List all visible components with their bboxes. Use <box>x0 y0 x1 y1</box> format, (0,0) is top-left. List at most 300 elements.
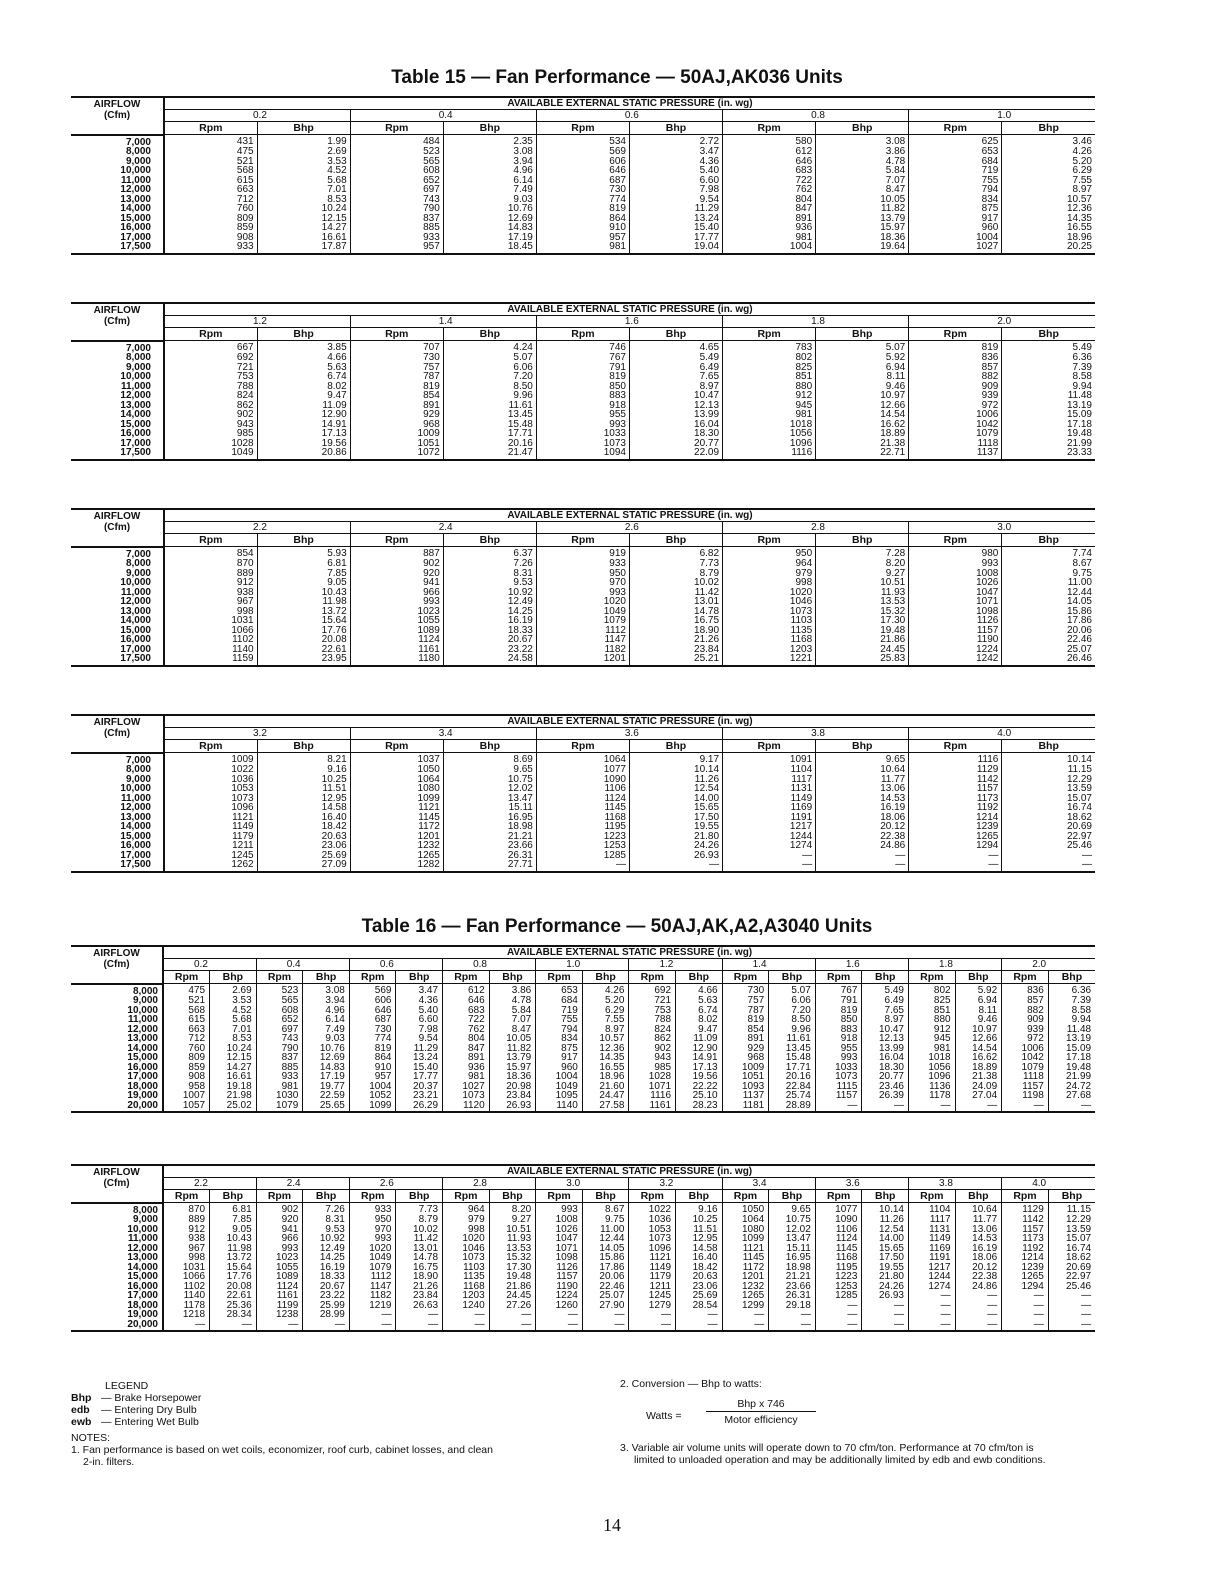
rpm-cell: 1053 <box>629 1225 676 1235</box>
rpm-cell: 1057 <box>163 1101 210 1113</box>
bhp-cell: — <box>303 1320 350 1332</box>
bhp-cell: 26.31 <box>769 1291 816 1301</box>
bhp-cell: 13.01 <box>629 597 722 607</box>
bhp-cell: 15.97 <box>489 1063 536 1073</box>
legend-desc: — Brake Horsepower <box>101 1392 202 1404</box>
table-row <box>71 645 1095 655</box>
table-row <box>71 195 1095 205</box>
bhp-cell: 11.48 <box>1066 1024 1092 1034</box>
pressure-value: 4.0 <box>909 728 1095 740</box>
bhp-cell: 3.08 <box>303 984 350 997</box>
rpm-cell: — <box>1002 1310 1049 1320</box>
bhp-cell: 7.85 <box>210 1215 257 1225</box>
rpm-cell: 1036 <box>629 1215 676 1225</box>
table-row <box>71 1244 1095 1254</box>
rpm-cell: 1147 <box>349 1282 396 1292</box>
rpm-cell: 1033 <box>815 1063 862 1073</box>
rpm-cell: 1192 <box>1002 1244 1049 1254</box>
bhp-cell: — <box>1081 1310 1092 1320</box>
bhp-cell: 13.19 <box>1066 1034 1092 1044</box>
bhp-cell: 8.21 <box>257 753 350 766</box>
bhp-cell: 10.64 <box>816 765 909 775</box>
bhp-cell: 7.85 <box>257 569 350 579</box>
bhp-cell: 16.95 <box>769 1253 816 1263</box>
rpm-cell: 1071 <box>536 1244 583 1254</box>
rpm-cell: 950 <box>349 1215 396 1225</box>
rpm-cell: 908 <box>164 233 257 243</box>
rpm-cell: 936 <box>723 223 816 233</box>
bhp-cell: 16.55 <box>1066 223 1092 233</box>
table-row <box>71 185 1095 195</box>
bhp-col-header: Bhp <box>816 328 909 341</box>
bhp-cell: 14.00 <box>862 1234 909 1244</box>
airflow-cell: 14,000 <box>71 410 164 420</box>
rpm-cell: 767 <box>815 984 862 997</box>
bhp-cell: 25.46 <box>1066 841 1092 851</box>
airflow-cell: 12,000 <box>71 803 164 813</box>
pressure-value: 0.6 <box>349 959 442 971</box>
bhp-cell: 15.86 <box>1066 606 1092 616</box>
bhp-cell: 25.69 <box>257 851 350 861</box>
pressure-value: 3.8 <box>723 728 909 740</box>
bhp-cell: — <box>629 860 722 872</box>
rpm-cell: 1077 <box>815 1203 862 1216</box>
bhp-cell: 7.26 <box>303 1203 350 1216</box>
rpm-cell: 909 <box>1002 1015 1049 1025</box>
bhp-cell: 16.75 <box>629 616 722 626</box>
bhp-cell: 18.89 <box>955 1063 1002 1073</box>
rpm-cell: 1004 <box>349 1082 396 1092</box>
bhp-cell: 8.53 <box>210 1034 257 1044</box>
bhp-cell: 22.46 <box>1066 635 1092 645</box>
bhp-cell: 23.84 <box>489 1091 536 1101</box>
bhp-cell: 4.66 <box>257 353 350 363</box>
rpm-cell: 1124 <box>350 635 443 645</box>
bhp-cell: 13.45 <box>769 1044 816 1054</box>
legend-desc: — Entering Dry Bulb <box>101 1404 197 1416</box>
rpm-cell: 1106 <box>815 1225 862 1235</box>
rpm-cell: 939 <box>1002 1025 1049 1035</box>
bhp-cell: 12.36 <box>1066 204 1092 214</box>
bhp-cell: 10.05 <box>816 195 909 205</box>
rpm-cell: 1009 <box>350 429 443 439</box>
bhp-cell: 5.84 <box>816 166 909 176</box>
rpm-cell: 960 <box>909 223 1002 233</box>
bhp-cell: 7.49 <box>443 185 536 195</box>
rpm-cell: 1129 <box>909 765 1002 775</box>
bhp-cell: 8.58 <box>1072 372 1092 382</box>
rpm-col-header: Rpm <box>909 122 1002 135</box>
pressure-value: 4.0 <box>1002 1178 1095 1190</box>
rpm-cell: 1051 <box>722 1072 769 1082</box>
rpm-cell: 1064 <box>350 775 443 785</box>
bhp-cell: 19.04 <box>629 242 722 254</box>
rpm-cell: 1224 <box>536 1291 583 1301</box>
rpm-cell: 1094 <box>536 448 629 460</box>
rpm-cell: 1173 <box>1002 1234 1049 1244</box>
bhp-cell: 12.49 <box>443 597 536 607</box>
airflow-unit: (Cfm) <box>103 109 131 121</box>
rpm-cell: 1026 <box>536 1225 583 1235</box>
rpm-cell: 568 <box>163 1006 210 1016</box>
rpm-cell: 1299 <box>722 1301 769 1311</box>
rpm-cell: 1022 <box>629 1203 676 1216</box>
rpm-cell: 1211 <box>164 841 257 851</box>
bhp-cell: 20.06 <box>1066 625 1092 635</box>
bhp-cell: — <box>1081 1300 1092 1310</box>
bhp-cell: 5.40 <box>396 1006 443 1016</box>
watts-numerator: Bhp x 746 <box>706 1398 816 1412</box>
bhp-cell: 13.59 <box>1066 784 1092 794</box>
bhp-cell: 22.71 <box>816 448 909 460</box>
bhp-cell: 20.08 <box>210 1282 257 1292</box>
table-row <box>71 1320 1095 1332</box>
airflow-label: AIRFLOW <box>93 98 141 110</box>
bhp-cell: 8.31 <box>303 1215 350 1225</box>
rpm-cell: 1265 <box>909 832 1002 842</box>
table-row <box>71 363 1095 373</box>
rpm-cell: 1020 <box>536 597 629 607</box>
bhp-cell: 13.06 <box>955 1225 1002 1235</box>
bhp-cell: 20.77 <box>629 439 722 449</box>
bhp-col-header: Bhp <box>489 1190 536 1203</box>
rpm-cell: 998 <box>163 1253 210 1263</box>
bhp-cell: 10.92 <box>303 1234 350 1244</box>
airflow-col-blank <box>71 534 164 547</box>
bhp-cell: 15.48 <box>443 420 536 430</box>
bhp-cell: 9.96 <box>769 1025 816 1035</box>
watts-fraction <box>706 1398 816 1426</box>
airflow-cell: 13,000 <box>71 401 164 411</box>
airflow-unit: (Cfm) <box>103 958 130 970</box>
rpm-cell: 857 <box>909 363 1002 373</box>
bhp-cell: 3.47 <box>396 984 443 997</box>
bhp-col-header: Bhp <box>769 971 816 984</box>
rpm-cell: 891 <box>350 401 443 411</box>
airflow-cell: 9,000 <box>71 157 164 167</box>
bhp-cell: 7.74 <box>1072 548 1092 559</box>
table-row <box>71 784 1095 794</box>
bhp-cell: 23.06 <box>257 841 350 851</box>
rpm-cell: — <box>349 1320 396 1332</box>
table-row <box>71 1203 1095 1216</box>
rpm-cell: 1006 <box>1002 1044 1049 1054</box>
bhp-cell: 11.26 <box>862 1215 909 1225</box>
bhp-cell: 10.57 <box>1066 194 1092 204</box>
rpm-cell: 684 <box>536 996 583 1006</box>
bhp-cell: 12.49 <box>303 1244 350 1254</box>
rpm-col-header: Rpm <box>349 971 396 984</box>
rpm-cell: — <box>815 1320 862 1332</box>
bhp-cell: 9.54 <box>629 195 722 205</box>
rpm-cell: 957 <box>349 1072 396 1082</box>
bhp-cell: 8.53 <box>257 195 350 205</box>
rpm-cell: 1191 <box>909 1253 956 1263</box>
rpm-cell: 1145 <box>722 1253 769 1263</box>
bhp-cell: 24.26 <box>862 1282 909 1292</box>
rpm-cell: 722 <box>443 1015 490 1025</box>
table-row <box>71 1053 1095 1063</box>
bhp-cell: — <box>1048 1101 1095 1113</box>
rpm-cell: 1116 <box>629 1091 676 1101</box>
bhp-cell: 3.85 <box>257 341 350 354</box>
rpm-cell: 1049 <box>536 1082 583 1092</box>
bhp-cell: 19.48 <box>816 626 909 636</box>
bhp-col-header: Bhp <box>582 1190 629 1203</box>
bhp-cell: 12.36 <box>582 1044 629 1054</box>
airflow-cell: 7,000 <box>71 341 164 354</box>
rpm-cell: 819 <box>536 204 629 214</box>
bhp-col-header: Bhp <box>862 971 909 984</box>
rpm-cell: 1099 <box>722 1234 769 1244</box>
bhp-cell: 10.75 <box>443 775 536 785</box>
bhp-cell: 25.69 <box>676 1291 723 1301</box>
bhp-cell: 7.01 <box>210 1025 257 1035</box>
bhp-col-header: Bhp <box>443 534 536 547</box>
bhp-cell: 16.62 <box>816 420 909 430</box>
bhp-cell: 6.14 <box>303 1015 350 1025</box>
rpm-cell: 998 <box>164 607 257 617</box>
watts-label: Watts = <box>646 1410 682 1422</box>
pressure-value: 3.0 <box>909 522 1095 534</box>
bhp-cell: 22.97 <box>1066 831 1092 841</box>
rpm-cell: 1116 <box>909 753 1002 766</box>
airflow-cell: 11,000 <box>71 382 164 392</box>
rpm-col-header: Rpm <box>350 740 443 753</box>
bhp-cell: 23.66 <box>443 841 536 851</box>
bhp-cell: 7.98 <box>396 1025 443 1035</box>
rpm-cell: 1214 <box>909 813 1002 823</box>
airflow-label: AIRFLOW <box>93 716 141 728</box>
airflow-label: AIRFLOW <box>93 510 141 522</box>
rpm-cell: 967 <box>164 597 257 607</box>
airflow-cell: 8,000 <box>71 984 163 997</box>
table-row <box>71 1291 1095 1301</box>
bhp-col-header: Bhp <box>676 1190 723 1203</box>
rpm-cell: 774 <box>536 195 629 205</box>
airflow-cell: 13,000 <box>71 607 164 617</box>
bhp-cell: 10.97 <box>955 1025 1002 1035</box>
rpm-cell: 1099 <box>350 794 443 804</box>
rpm-col-header: Rpm <box>536 971 583 984</box>
rpm-cell: 730 <box>350 353 443 363</box>
bhp-cell: 7.39 <box>1072 362 1092 372</box>
rpm-cell: 943 <box>164 420 257 430</box>
pressure-value: 0.8 <box>723 110 909 122</box>
rpm-cell: 955 <box>815 1044 862 1054</box>
rpm-cell: 606 <box>536 157 629 167</box>
rpm-cell: 1140 <box>164 645 257 655</box>
rpm-col-header: Rpm <box>1002 971 1049 984</box>
bhp-cell: 21.47 <box>443 448 536 460</box>
bhp-cell: 11.42 <box>396 1234 443 1244</box>
airflow-header <box>71 97 164 122</box>
airflow-cell: 15,000 <box>71 832 164 842</box>
bhp-cell: 11.98 <box>257 597 350 607</box>
bhp-cell: 24.26 <box>629 841 722 851</box>
airflow-cell: 12,000 <box>71 185 164 195</box>
table-row <box>71 1006 1095 1016</box>
bhp-cell: 23.06 <box>676 1282 723 1292</box>
rpm-cell: 1178 <box>909 1091 956 1101</box>
rpm-cell: 1121 <box>629 1253 676 1263</box>
airflow-cell: 14,000 <box>71 204 164 214</box>
bhp-cell: 9.05 <box>210 1225 257 1235</box>
rpm-cell: 663 <box>164 185 257 195</box>
rpm-cell: 712 <box>163 1034 210 1044</box>
rpm-cell: 1168 <box>536 813 629 823</box>
bhp-cell: 20.37 <box>396 1082 443 1092</box>
rpm-cell: 1137 <box>722 1091 769 1101</box>
rpm-cell: — <box>909 1101 956 1113</box>
rpm-cell: 1004 <box>909 233 1002 243</box>
bhp-cell: 15.32 <box>816 607 909 617</box>
bhp-cell: 15.65 <box>862 1244 909 1254</box>
rpm-cell: 1104 <box>723 765 816 775</box>
rpm-cell: 1053 <box>164 784 257 794</box>
table-row <box>71 996 1095 1006</box>
rpm-cell: 834 <box>909 195 1002 205</box>
rpm-cell: 1145 <box>536 803 629 813</box>
table-row <box>71 1091 1095 1101</box>
bhp-cell: 5.20 <box>1072 156 1092 166</box>
rpm-cell: 1131 <box>909 1225 956 1235</box>
rpm-cell: 1172 <box>350 822 443 832</box>
bhp-cell: 5.07 <box>443 353 536 363</box>
bhp-cell: 13.99 <box>862 1044 909 1054</box>
bhp-cell: 26.63 <box>396 1301 443 1311</box>
bhp-cell: 11.48 <box>1067 391 1092 401</box>
airflow-cell: 12,000 <box>71 1244 163 1254</box>
pressure-value: 3.2 <box>629 1178 722 1190</box>
rpm-cell: — <box>443 1310 490 1320</box>
note-2: 2. Conversion — Bhp to watts: <box>620 1378 762 1390</box>
bhp-cell: 16.75 <box>396 1263 443 1273</box>
rpm-cell: — <box>723 851 816 861</box>
airflow-cell: 13,000 <box>71 195 164 205</box>
rpm-cell: 1279 <box>629 1301 676 1311</box>
rpm-cell: — <box>815 1310 862 1320</box>
rpm-cell: 1232 <box>350 841 443 851</box>
bhp-cell: 27.58 <box>582 1101 629 1113</box>
rpm-col-header: Rpm <box>909 971 956 984</box>
table-row <box>71 813 1095 823</box>
rpm-cell: 1190 <box>536 1282 583 1292</box>
bhp-cell: 8.97 <box>582 1025 629 1035</box>
rpm-cell: 663 <box>163 1025 210 1035</box>
bhp-cell: 15.09 <box>1066 410 1092 420</box>
rpm-cell: 804 <box>443 1034 490 1044</box>
rpm-cell: 1131 <box>723 784 816 794</box>
rpm-cell: 534 <box>536 135 629 148</box>
airflow-cell: 9,000 <box>71 996 163 1006</box>
rpm-cell: 1098 <box>909 607 1002 617</box>
rpm-cell: 1066 <box>164 626 257 636</box>
rpm-cell: 721 <box>629 996 676 1006</box>
rpm-cell: 1018 <box>909 1053 956 1063</box>
rpm-cell: 910 <box>536 223 629 233</box>
bhp-cell: 10.25 <box>676 1215 723 1225</box>
pressure-header: AVAILABLE EXTERNAL STATIC PRESSURE (in. wg) <box>163 1165 1095 1178</box>
bhp-cell: 7.28 <box>816 547 909 560</box>
bhp-cell: 10.43 <box>210 1234 257 1244</box>
rpm-cell: 646 <box>536 166 629 176</box>
rpm-cell: 993 <box>536 420 629 430</box>
airflow-cell: 10,000 <box>71 578 164 588</box>
bhp-cell: 17.19 <box>303 1072 350 1082</box>
rpm-cell: 753 <box>629 1006 676 1016</box>
rpm-col-header: Rpm <box>443 971 490 984</box>
airflow-cell: 7,000 <box>71 547 164 560</box>
airflow-header <box>71 1165 163 1190</box>
rpm-cell: — <box>722 1310 769 1320</box>
rpm-cell: 1042 <box>1002 1053 1049 1063</box>
bhp-cell: 3.46 <box>1072 136 1092 147</box>
bhp-cell: 8.11 <box>816 372 909 382</box>
rpm-cell: 851 <box>723 372 816 382</box>
table-row <box>71 1082 1095 1092</box>
airflow-cell: 10,000 <box>71 372 164 382</box>
rpm-cell: — <box>722 1320 769 1332</box>
bhp-col-header: Bhp <box>629 740 722 753</box>
airflow-cell: 10,000 <box>71 166 164 176</box>
pressure-value: 2.8 <box>723 522 909 534</box>
rpm-cell: 1103 <box>443 1263 490 1273</box>
bhp-cell: 27.71 <box>443 860 536 872</box>
bhp-cell: 11.09 <box>676 1034 723 1044</box>
rpm-cell: 1217 <box>723 822 816 832</box>
rpm-cell: 1096 <box>164 803 257 813</box>
bhp-cell: 7.55 <box>582 1015 629 1025</box>
bhp-cell: 14.35 <box>582 1053 629 1063</box>
bhp-col-header: Bhp <box>257 534 350 547</box>
rpm-cell: 859 <box>164 223 257 233</box>
airflow-cell: 9,000 <box>71 569 164 579</box>
bhp-cell: 28.99 <box>303 1310 350 1320</box>
airflow-cell: 17,000 <box>71 233 164 243</box>
rpm-cell: 1121 <box>164 813 257 823</box>
rpm-cell: 825 <box>909 996 956 1006</box>
bhp-cell: 19.48 <box>1066 1062 1092 1072</box>
bhp-cell: 4.78 <box>816 157 909 167</box>
rpm-cell: 1159 <box>164 654 257 666</box>
rpm-cell: 1022 <box>164 765 257 775</box>
page-number: 14 <box>603 1515 621 1535</box>
rpm-cell: 1104 <box>909 1203 956 1216</box>
bhp-cell: 3.86 <box>816 147 909 157</box>
bhp-cell: 25.65 <box>303 1101 350 1113</box>
bhp-cell: 14.53 <box>955 1234 1002 1244</box>
airflow-cell: 16,000 <box>71 1063 163 1073</box>
table15-block <box>71 714 1095 873</box>
rpm-cell: 1191 <box>723 813 816 823</box>
table-row <box>71 176 1095 186</box>
rpm-cell: 1046 <box>723 597 816 607</box>
table-row <box>71 753 1095 766</box>
bhp-col-header: Bhp <box>1002 122 1095 135</box>
bhp-cell: 21.99 <box>1066 1072 1092 1082</box>
rpm-cell: 1157 <box>909 784 1002 794</box>
bhp-cell: 7.73 <box>629 559 722 569</box>
rpm-cell: 825 <box>723 363 816 373</box>
bhp-cell: 10.57 <box>582 1034 629 1044</box>
bhp-cell: 7.73 <box>396 1203 443 1216</box>
legend-title: LEGEND <box>105 1380 149 1392</box>
rpm-col-header: Rpm <box>164 534 257 547</box>
rpm-cell: 667 <box>164 341 257 354</box>
bhp-cell: 4.36 <box>629 157 722 167</box>
airflow-cell: 15,000 <box>71 1272 163 1282</box>
